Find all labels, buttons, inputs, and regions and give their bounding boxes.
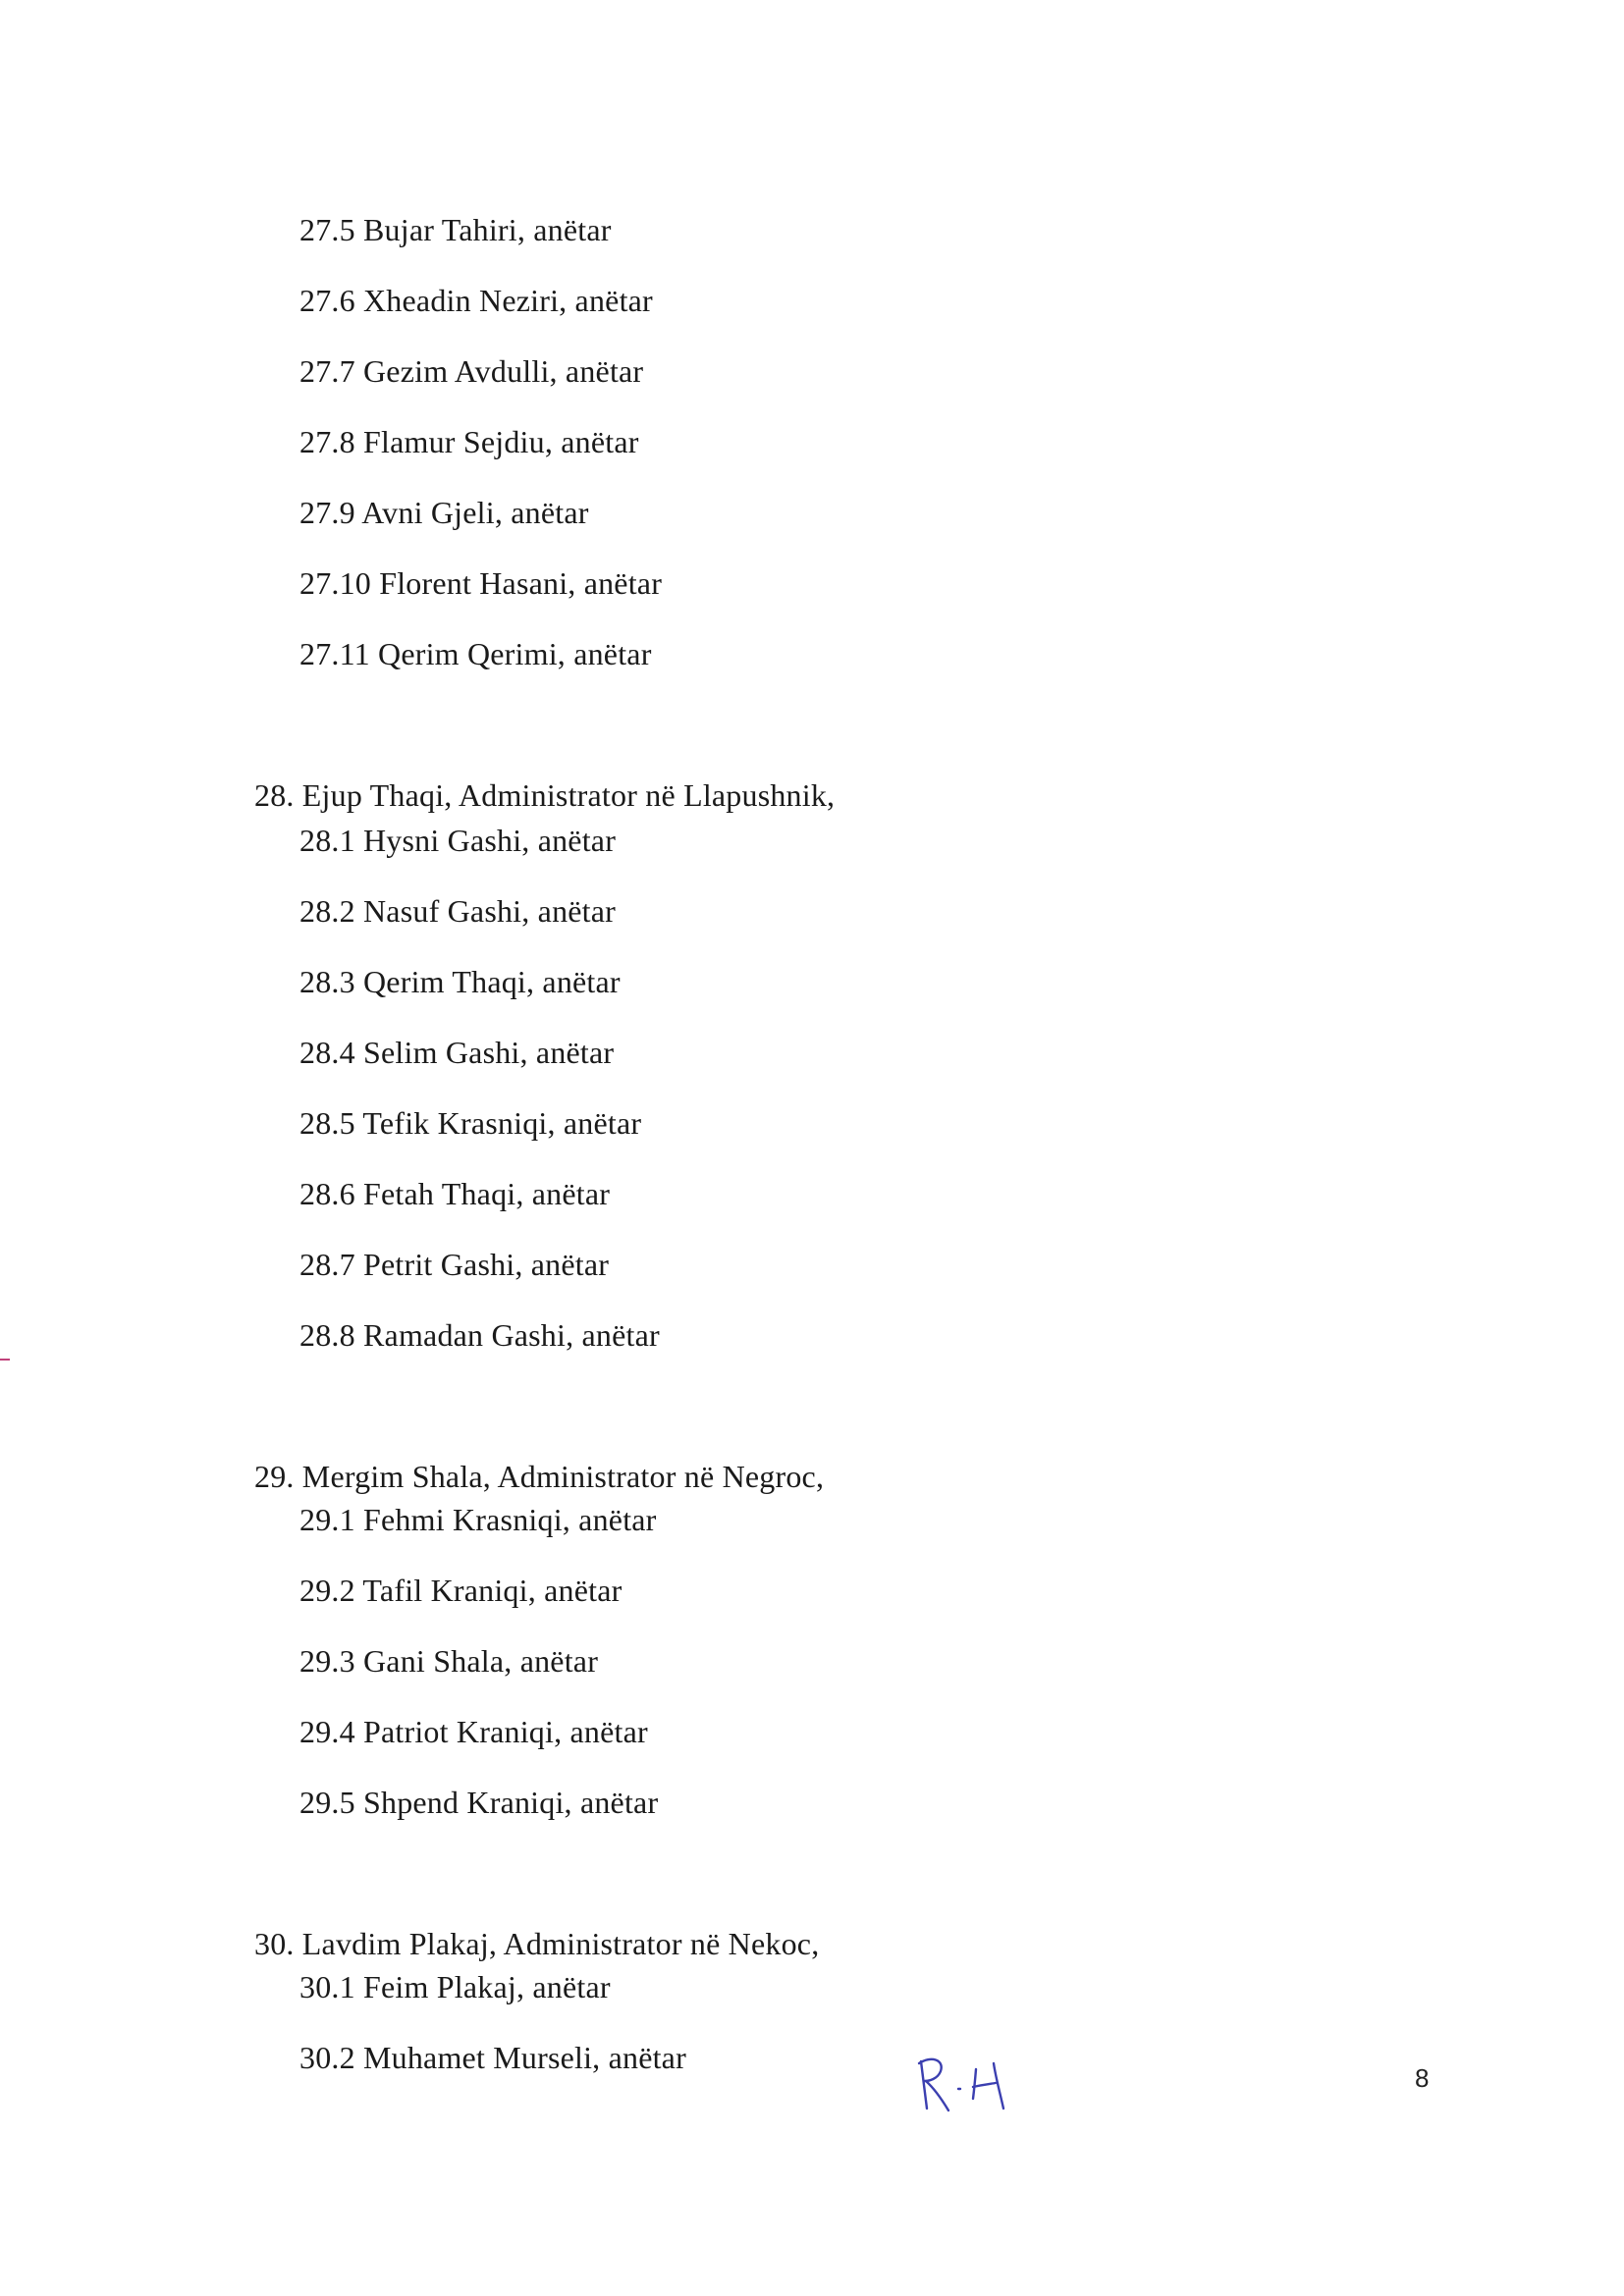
list-item: 28.2 Nasuf Gashi, anëtar (299, 893, 617, 929)
list-item: 27.5 Bujar Tahiri, anëtar (299, 212, 612, 247)
list-item: 27.8 Flamur Sejdiu, anëtar (299, 424, 639, 459)
list-item: 28.4 Selim Gashi, anëtar (299, 1035, 615, 1070)
list-item: 30.1 Feim Plakaj, anëtar (299, 1969, 611, 2004)
list-item: 29.5 Shpend Kraniqi, anëtar (299, 1785, 659, 1820)
list-item: 27.10 Florent Hasani, anëtar (299, 565, 663, 601)
section-heading: 28. Ejup Thaqi, Administrator në Llapushnik, (254, 777, 836, 813)
list-item: 27.9 Avni Gjeli, anëtar (299, 495, 589, 530)
section-heading: 29. Mergim Shala, Administrator në Negroc, (254, 1459, 825, 1494)
list-item: 28.8 Ramadan Gashi, anëtar (299, 1317, 660, 1353)
list-item: 28.6 Fetah Thaqi, anëtar (299, 1176, 611, 1211)
margin-mark (0, 1359, 10, 1361)
list-item: 28.7 Petrit Gashi, anëtar (299, 1247, 610, 1282)
list-item: 28.3 Qerim Thaqi, anëtar (299, 964, 621, 999)
list-item: 29.4 Patriot Kraniqi, anëtar (299, 1714, 648, 1749)
page-number: 8 (1415, 2063, 1430, 2093)
list-item: 27.7 Gezim Avdulli, anëtar (299, 353, 644, 389)
list-item: 27.6 Xheadin Neziri, anëtar (299, 283, 653, 318)
list-item: 29.2 Tafil Kraniqi, anëtar (299, 1573, 623, 1608)
list-item: 29.3 Gani Shala, anëtar (299, 1643, 599, 1679)
section-heading: 30. Lavdim Plakaj, Administrator në Nekoc, (254, 1926, 820, 1961)
list-item: 30.2 Muhamet Murseli, anëtar (299, 2040, 686, 2075)
list-item: 29.1 Fehmi Krasniqi, anëtar (299, 1502, 657, 1537)
list-item: 28.5 Tefik Krasniqi, anëtar (299, 1105, 642, 1141)
list-item: 27.11 Qerim Qerimi, anëtar (299, 636, 652, 671)
list-item: 28.1 Hysni Gashi, anëtar (299, 823, 617, 858)
handwritten-initials (913, 2048, 1021, 2116)
